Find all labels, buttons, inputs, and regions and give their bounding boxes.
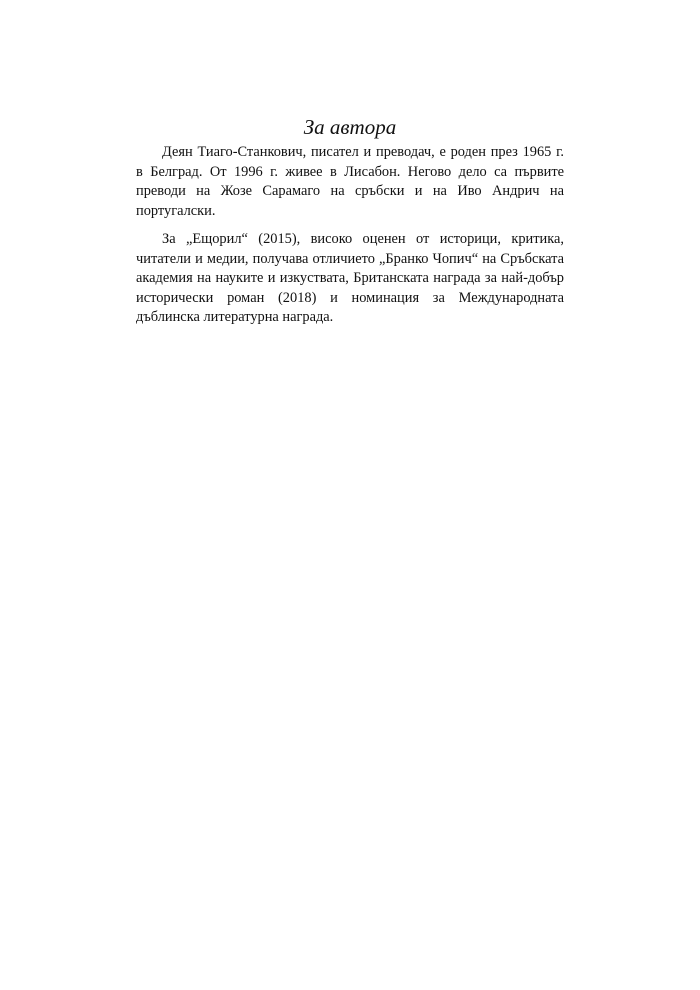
biography-paragraph: Деян Тиаго-Станкович, писател и преводач, е роден през 1965 г. в Белград. От 1996 г. живее в Лисабон. Негово дело са първите преводи на Жозе Сарамаго на сръбски и на Иво Андрич на португалски. [136, 144, 564, 219]
awards-paragraph: За „Ещорил“ (2015), високо оценен от историци, критика, читатели и медии, получава отличието „Бранко Чопич“ на Сръбската академия на науките и изкуствата, Британската награда за най-добър исторически роман (2018) и номинация за Международната дъблинска литературна награда. [136, 231, 564, 325]
section-heading: За автора [303, 115, 397, 139]
about-author-section [136, 114, 564, 328]
